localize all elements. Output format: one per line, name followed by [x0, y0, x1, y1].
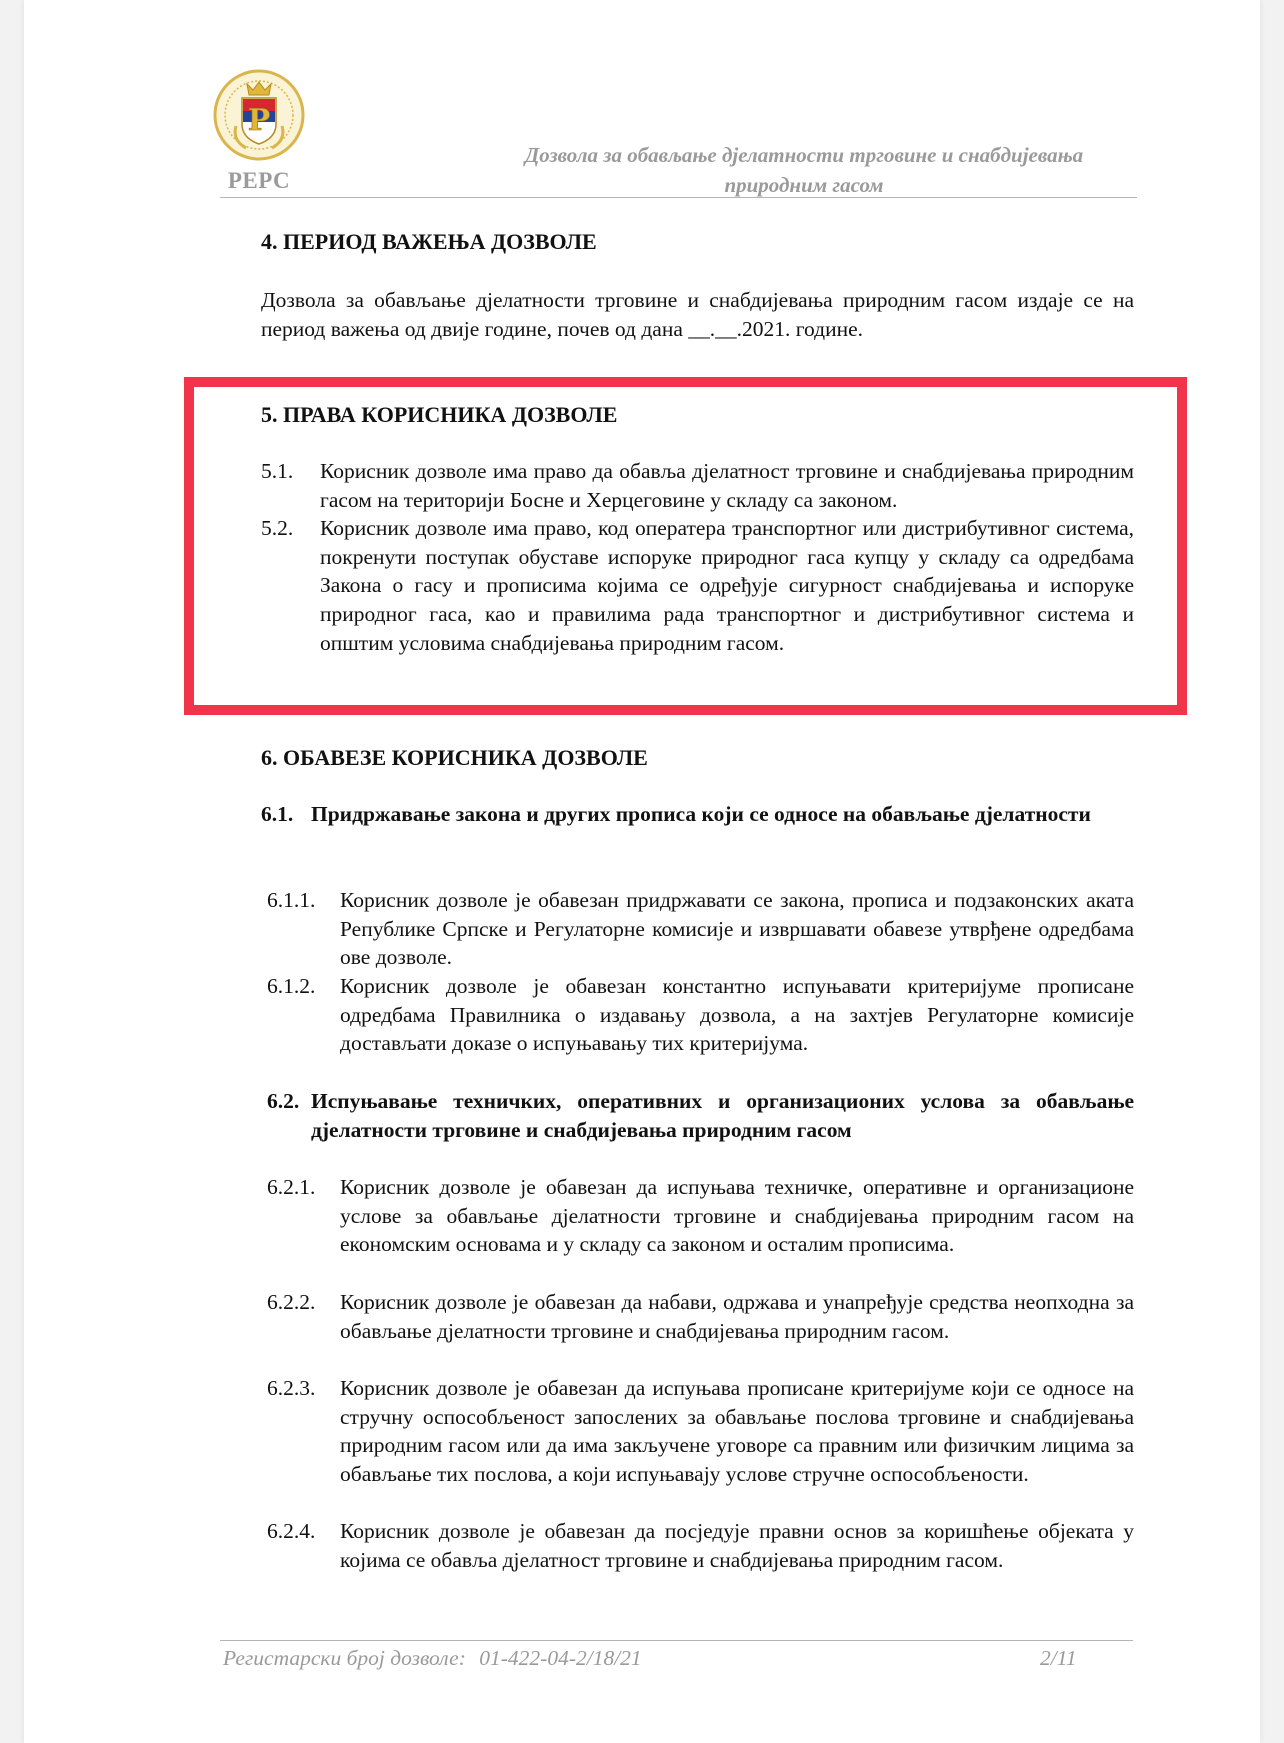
- clause-text: Корисник дозволе је обавезан да испуњава техничке, оперативне и организационе услове за обављање дјелатности трговине и снабдијевања природним гасом на економским основама и у складу са законом и осталим прописима.: [340, 1175, 1134, 1257]
- clause-6-2-2: [267, 1288, 1134, 1345]
- clause-number: 6.2.2.: [267, 1290, 316, 1314]
- clause-number: 6.2.4.: [267, 1519, 316, 1543]
- document-header-title: Дозвола за обављање дјелатности трговине и снабдијевања природним гасом: [524, 143, 1084, 197]
- clause-6-2-1: [267, 1173, 1134, 1259]
- registration-number: [223, 1646, 642, 1671]
- clause-text: Корисник дозволе има право, код оператера транспортног или дистрибутивног система, покренути поступак обуставе испоруке природног гаса купцу у складу са одредбама Закона о гасу и прописима којима се одређује сигурност снабдијевања и испоруке природног гаса, као и правилима рада транспортног и дистрибутивног система и општим условима снабдијевања природним гасом.: [320, 516, 1134, 655]
- clause-5-2: [261, 514, 1134, 658]
- clause-6-1-1: [267, 886, 1134, 972]
- clause-text: Корисник дозволе је обавезан придржавати се закона, прописа и подзаконских аката Републике Српске и Регулаторне комисије и извршавати обавезе утврђене одредбама ове дозволе.: [340, 888, 1134, 970]
- subsection-number: 6.1.: [261, 802, 294, 826]
- document-page: [24, 0, 1260, 1743]
- clause-5-1: [261, 457, 1134, 514]
- clause-text: Корисник дозволе је обавезан да испуњава прописане критеријуме који се односе на стручну оспособљеност запослених за обављање послова трговине и снабдијевања природним гасом или да има закључене уговоре са правним или физичким лицима за обављање тих послова, а који испуњавају услове стручне оспособљености.: [340, 1376, 1134, 1487]
- subsection-number: 6.2.: [267, 1089, 300, 1113]
- subsection-title: Придржавање закона и других прописа који се односе на обављање дјелатности: [311, 802, 1091, 826]
- clause-6-2-4: [267, 1517, 1134, 1574]
- section-6-heading: 6. ОБАВЕЗЕ КОРИСНИКА ДОЗВОЛЕ: [261, 745, 648, 770]
- subsection-6-2-title: [267, 1087, 1134, 1144]
- clause-text: Корисник дозволе је обавезан да посједује правни основ за коришћење објеката у којима се обавља дјелатност трговине и снабдијевања природним гасом.: [340, 1519, 1134, 1572]
- clause-text: Корисник дозволе има право да обавља дјелатност трговине и снабдијевања природним гасом на територији Босне и Херцеговине у складу са законом.: [320, 459, 1134, 512]
- header-divider: [220, 197, 1137, 198]
- clause-number: 5.1.: [261, 459, 294, 483]
- clause-6-2-3: [267, 1374, 1134, 1489]
- clause-text: Корисник дозволе је обавезан да набави, одржава и унапређује средства неопходна за обављање дјелатности трговине и снабдијевања природним гасом.: [340, 1290, 1134, 1343]
- footer-divider: [220, 1640, 1133, 1641]
- clause-number: 6.1.1.: [267, 888, 316, 912]
- coat-of-arms-icon: [212, 68, 306, 166]
- clause-number: 6.2.3.: [267, 1376, 316, 1400]
- svg-text:Р: Р: [247, 103, 271, 138]
- section-5-heading: 5. ПРАВА КОРИСНИКА ДОЗВОЛЕ: [261, 402, 618, 427]
- registration-value: 01-422-04-2/18/21: [479, 1646, 642, 1670]
- clause-number: 5.2.: [261, 516, 294, 540]
- section-4-heading: 4. ПЕРИОД ВАЖЕЊА ДОЗВОЛЕ: [261, 229, 597, 254]
- logo-text: РЕРС: [227, 168, 291, 193]
- clause-number: 6.1.2.: [267, 974, 316, 998]
- clause-6-1-2: [267, 972, 1134, 1058]
- registration-label: Регистарски број дозволе:: [223, 1646, 466, 1670]
- section-4-body: Дозвола за обављање дјелатности трговине и снабдијевања природним гасом издаје се на период важења од двије године, почев од дана __.__.2021. године.: [261, 288, 1134, 341]
- rers-logo: [196, 68, 322, 196]
- clause-number: 6.2.1.: [267, 1175, 316, 1199]
- subsection-title: Испуњавање техничких, оперативних и организационих услова за обављање дјелатности трговине и снабдијевања природним гасом: [311, 1089, 1134, 1142]
- page-number: 2/11: [1040, 1646, 1077, 1670]
- clause-text: Корисник дозволе је обавезан константно испуњавати критеријуме прописане одредбама Правилника о издавању дозвола, а на захтјев Регулаторне комисије достављати доказе о испуњавању тих критеријума.: [340, 974, 1134, 1056]
- subsection-6-1-title: [261, 800, 1134, 829]
